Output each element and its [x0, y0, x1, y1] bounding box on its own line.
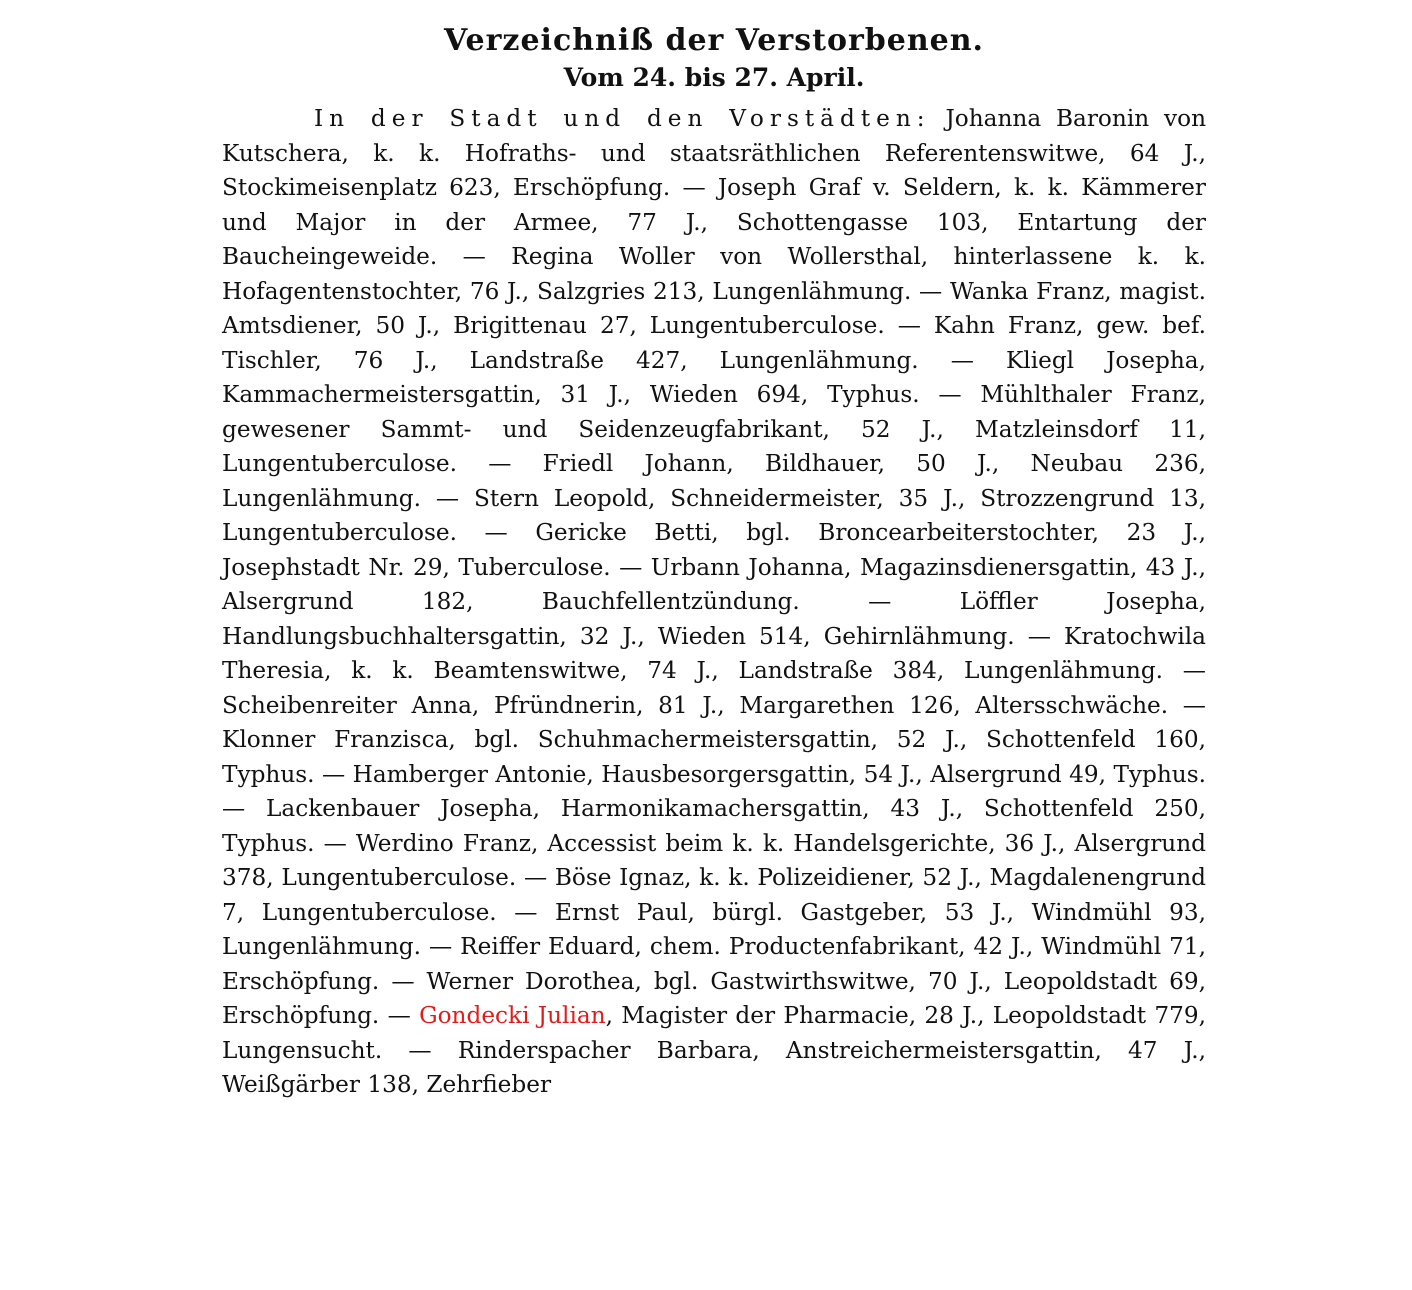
entries-before-highlight: Johanna Baronin von Kutschera, k. k. Hofraths- und staatsräthlichen Referentenswitwe, 64 J., Stockimeisenplatz 623, Erschöpfung. — Joseph Graf v. Seldern, k. k. Kämmerer und Major in der Armee, 77 J., Schottengasse 103, Entartung der Baucheingeweide. — Regina Woller von Wollersthal, hinterlassene k. k. Hofagentenstochter, 76 J., Salzgries 213, Lungenlähmung. — Wanka Franz, magist. Amtsdiener, 50 J., Brigittenau 27, Lungentuberculose. — Kahn Franz, gew. bef. Tischler, 76 J., Landstraße 427, Lungenlähmung. — Kliegl Josepha, Kammachermeistersgattin, 31 J., Wieden 694, Typhus. — Mühlthaler Franz, gewesener Sammt- und Seidenzeugfabrikant, 52 J., Matzleinsdorf 11, Lungentuberculose. — Friedl Johann, Bildhauer, 50 J., Neubau 236, Lungenlähmung. — Stern Leopold, Schneidermeister, 35 J., Strozzengrund 13, Lungentuberculose. — Gericke Betti, bgl. Broncearbeiterstochter, 23 J., Josephstadt Nr. 29, Tuberculose. — Urbann Johanna, Magazinsdienersgattin, 43 J., Alsergrund 182, Bauchfellentzündung. — Löffler Josepha, Handlungsbuchhaltersgattin, 32 J., Wieden 514, Gehirnlähmung. — Kratochwila Theresia, k. k. Beamtenswitwe, 74 J., Landstraße 384, Lungenlähmung. — Scheibenreiter Anna, Pfründnerin, 81 J., Margarethen 126, Altersschwäche. — Klonner Franzisca, bgl. Schuhmachermeistersgattin, 52 J., Schottenfeld 160, Typhus. — Hamberger Antonie, Hausbesorgersgattin, 54 J., Alsergrund 49, Typhus. — Lackenbauer Josepha, Harmonikamachersgattin, 43 J., Schottenfeld 250, Typhus. — Werdino Franz, Accessist beim k. k. Handelsgerichte, 36 J., Alsergrund 378, Lungentuberculose. — Böse Ignaz, k. k. Polizeidiener, 52 J., Magdalenengrund 7, Lungentuberculose. — Ernst Paul, bürgl. Gastgeber, 53 J., Windmühl 93, Lungenlähmung. — Reiffer Eduard, chem. Productenfabrikant, 42 J., Windmühl 71, Erschöpfung. — Werner Dorothea, bgl. Gastwirthswitwe, 70 J., Leopoldstadt 69, Erschöpfung. —: [222, 105, 1206, 1029]
highlighted-name: Gondecki Julian: [419, 1002, 606, 1029]
date-range-subtitle: Vom 24. bis 27. April.: [563, 63, 865, 92]
deaths-list-paragraph: [222, 102, 1206, 1103]
section-label: In der Stadt und den Vorstädten:: [314, 105, 931, 132]
article-column: [222, 22, 1206, 1103]
entries-after-highlight: , Magister der Pharmacie, 28 J., Leopoldstadt 779, Lungensucht. — Rinderspacher Barbara, Anstreichermeistersgattin, 47 J., Weißgärber 138, Zehrfieber: [222, 1002, 1206, 1098]
article-title: Verzeichniß der Verstorbenen.: [444, 23, 984, 58]
